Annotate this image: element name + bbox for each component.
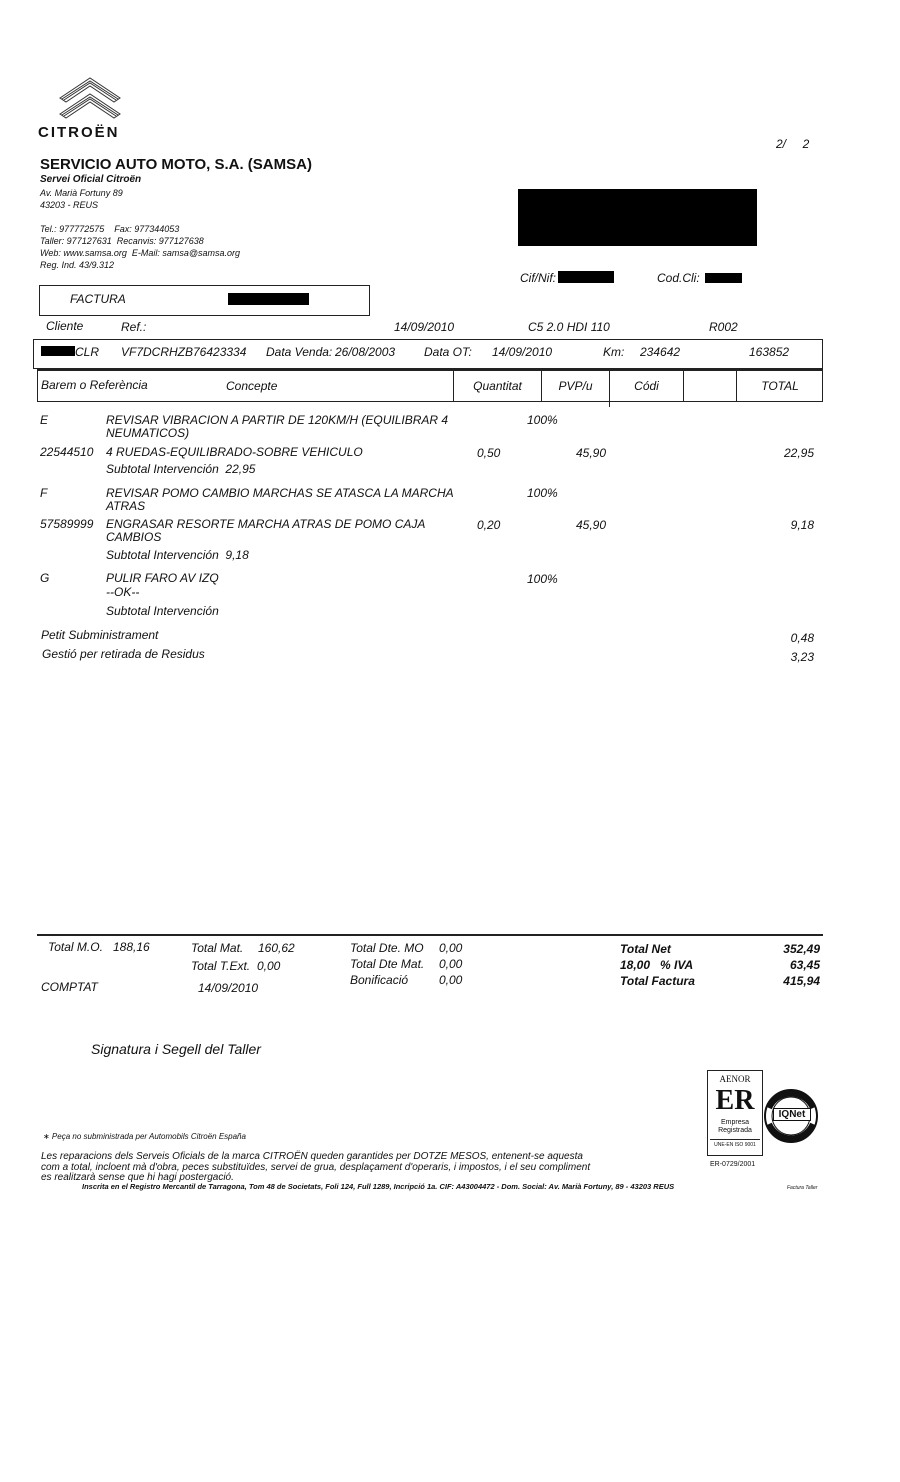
cliente-label: Cliente bbox=[46, 319, 84, 333]
company-reg: Reg. Ind. 43/9.312 bbox=[40, 260, 115, 270]
bonif-label: Bonificació bbox=[350, 973, 409, 987]
header-divider bbox=[683, 371, 684, 402]
line-desc: ATRAS bbox=[106, 499, 146, 513]
line-ref: 22544510 bbox=[40, 445, 94, 459]
small-footer-label: Factura Taller bbox=[787, 1185, 818, 1191]
line-pct: 100% bbox=[527, 413, 558, 427]
line-desc: --OK-- bbox=[106, 585, 140, 599]
iso-text: UNE-EN ISO 9001 bbox=[714, 1142, 756, 1148]
company-name: SERVICIO AUTO MOTO, S.A. (SAMSA) bbox=[40, 156, 312, 173]
mo-label: Total M.O. bbox=[48, 940, 103, 954]
header-total: TOTAL bbox=[761, 379, 799, 393]
cert-code: ER-0729/2001 bbox=[710, 1161, 756, 1168]
invoice-date: 14/09/2010 bbox=[394, 320, 455, 334]
km-label: Km: bbox=[603, 345, 625, 359]
line-qty: 0,20 bbox=[477, 518, 501, 532]
extra-value: 0,48 bbox=[790, 631, 814, 645]
redacted-cif bbox=[558, 271, 614, 283]
header-code: Códi bbox=[634, 379, 659, 393]
line-ref: G bbox=[40, 571, 50, 585]
sale-date-label: Data Venda: bbox=[266, 345, 333, 359]
er-mark: ER bbox=[715, 1085, 755, 1116]
dte-mat-value: 0,00 bbox=[439, 957, 463, 971]
line-price: 45,90 bbox=[576, 446, 607, 460]
aenor-divider bbox=[710, 1139, 760, 1140]
header-concept: Concepte bbox=[226, 379, 278, 393]
line-qty: 0,50 bbox=[477, 446, 501, 460]
line-desc: CAMBIOS bbox=[106, 530, 162, 544]
line-total: 9,18 bbox=[790, 518, 814, 532]
iva-value: 63,45 bbox=[789, 958, 820, 972]
bonif-value: 0,00 bbox=[439, 973, 463, 987]
company-address1: Av. Marià Fortuny 89 bbox=[40, 188, 123, 198]
sale-date: 26/08/2003 bbox=[335, 345, 396, 359]
text-value: 0,00 bbox=[257, 959, 281, 973]
page-counter: 2/ 2 bbox=[776, 137, 810, 151]
extra-value: 3,23 bbox=[790, 650, 814, 664]
extra-label: Gestió per retirada de Residus bbox=[42, 647, 205, 661]
net-label: Total Net bbox=[620, 942, 671, 956]
line-desc: PULIR FARO AV IZQ bbox=[106, 571, 219, 585]
line-price: 45,90 bbox=[576, 518, 607, 532]
plate-suffix: CLR bbox=[75, 345, 100, 359]
extra-label: Petit Subministrament bbox=[41, 628, 159, 642]
line-subtotal: Subtotal Intervención 22,95 bbox=[106, 462, 256, 476]
invoice-title: FACTURA bbox=[70, 292, 126, 306]
redacted-client-address bbox=[518, 189, 757, 246]
order-number: 163852 bbox=[749, 345, 790, 359]
line-desc: REVISAR VIBRACION A PARTIR DE 120KM/H (EQUILIBRAR 4 bbox=[106, 413, 449, 427]
iqnet-text: IQNet bbox=[773, 1108, 811, 1121]
line-desc: NEUMATICOS) bbox=[106, 426, 190, 440]
empresa-text: Empresa bbox=[720, 1119, 749, 1126]
iqnet-seal bbox=[763, 1088, 819, 1144]
km-value: 234642 bbox=[640, 345, 681, 359]
mat-value: 160,62 bbox=[258, 941, 295, 955]
ot-date-label: Data OT: bbox=[424, 345, 472, 359]
header-price: PVP/u bbox=[558, 379, 593, 393]
footer-note: ∗ Peça no subministrada per Automobils Citroën España bbox=[43, 1132, 246, 1141]
header-ref: Barem o Referència bbox=[41, 378, 148, 392]
warranty-line3: es realitzarà sense que hi hagi postergació. bbox=[41, 1172, 234, 1183]
company-address2: 43203 - REUS bbox=[40, 200, 99, 210]
line-pct: 100% bbox=[527, 486, 558, 500]
company-contact1: Tel.: 977772575 Fax: 977344053 bbox=[40, 224, 180, 234]
line-subtotal: Subtotal Intervención 9,18 bbox=[106, 548, 249, 562]
aenor-certificate bbox=[707, 1070, 763, 1156]
mat-label: Total Mat. bbox=[191, 941, 244, 955]
header-qty: Quantitat bbox=[473, 379, 522, 393]
redacted-plate bbox=[41, 346, 75, 356]
cod-cli-label: Cod.Cli: bbox=[657, 271, 700, 285]
dte-mat-label: Total Dte Mat. bbox=[350, 957, 425, 971]
line-desc: 4 RUEDAS-EQUILIBRADO-SOBRE VEHICULO bbox=[106, 445, 363, 459]
total-factura-label: Total Factura bbox=[620, 974, 695, 988]
brand-wordmark: CITROËN bbox=[38, 124, 120, 141]
ot-date: 14/09/2010 bbox=[492, 345, 553, 359]
payment-date: 14/09/2010 bbox=[198, 981, 259, 995]
line-desc: REVISAR POMO CAMBIO MARCHAS SE ATASCA LA MARCHA bbox=[106, 486, 454, 500]
company-contact2: Taller: 977127631 Recanvis: 977127638 bbox=[40, 236, 204, 246]
cif-label: Cif/Nif: bbox=[520, 271, 556, 285]
signature-label: Signatura i Segell del Taller bbox=[91, 1041, 261, 1057]
dte-mo-label: Total Dte. MO bbox=[350, 941, 424, 955]
registrada-text: Registrada bbox=[718, 1127, 752, 1134]
vin-number: VF7DCRHZB76423334 bbox=[121, 345, 247, 359]
line-total: 22,95 bbox=[783, 446, 814, 460]
dte-mo-value: 0,00 bbox=[439, 941, 463, 955]
invoice-code: R002 bbox=[709, 320, 738, 334]
company-contact3: Web: www.samsa.org E-Mail: samsa@samsa.org bbox=[40, 248, 241, 258]
line-ref: F bbox=[40, 486, 48, 500]
line-pct: 100% bbox=[527, 572, 558, 586]
mo-value: 188,16 bbox=[113, 940, 150, 954]
company-subtitle: Servei Oficial Citroën bbox=[40, 174, 142, 185]
registry-line: Inscrita en el Registro Mercantil de Tarragona, Tom 48 de Societats, Foli 124, Full 1289, Incripció 1a. CIF: A43004472 - Dom. Social: Av. Marià Fortuny, 89 - 43203 REUS bbox=[82, 1182, 675, 1191]
total-factura-value: 415,94 bbox=[783, 974, 820, 988]
line-desc: ENGRASAR RESORTE MARCHA ATRAS DE POMO CAJA bbox=[106, 517, 426, 531]
line-subtotal: Subtotal Intervención bbox=[106, 604, 219, 618]
line-ref: E bbox=[40, 413, 49, 427]
warranty-line1: Les reparacions dels Serveis Oficials de la marca CITROËN queden garantides per DOTZE MESOS, entenent-se aquesta bbox=[41, 1151, 583, 1162]
warranty-line2: com a total, incloent mà d'obra, peces substituïdes, servei de grua, desplaçament d'operaris, i impostos, i el seu compliment bbox=[41, 1162, 591, 1173]
aenor-text: AENOR bbox=[719, 1074, 751, 1084]
net-value: 352,49 bbox=[783, 942, 820, 956]
payment-method: COMPTAT bbox=[41, 980, 98, 994]
table-header bbox=[37, 369, 823, 402]
vehicle-model: C5 2.0 HDI 110 bbox=[528, 320, 610, 334]
line-ref: 57589999 bbox=[40, 517, 94, 531]
text-label: Total T.Ext. bbox=[191, 959, 251, 973]
totals-divider bbox=[37, 934, 823, 936]
redacted-cod-cli bbox=[705, 273, 742, 283]
ref-label: Ref.: bbox=[121, 320, 147, 334]
redacted-invoice-number bbox=[228, 293, 309, 305]
iva-label: 18,00 % IVA bbox=[620, 958, 694, 972]
